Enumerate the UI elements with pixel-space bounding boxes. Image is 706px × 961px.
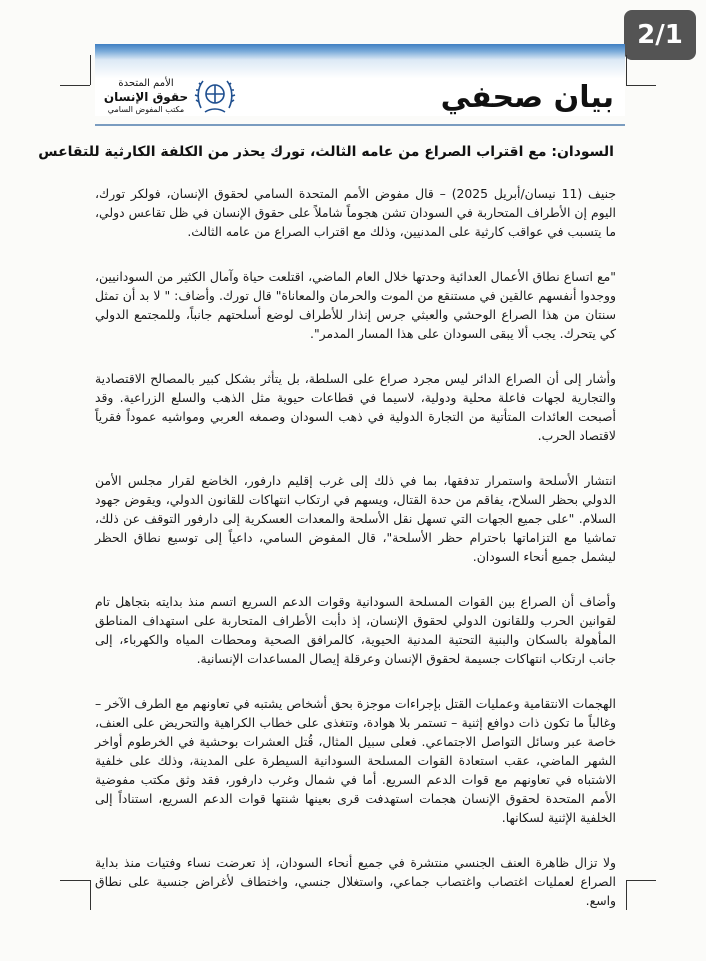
crop-mark	[626, 880, 656, 911]
paragraph: الهجمات الانتقامية وعمليات القتل بإجراءات موجزة بحق أشخاص يشتبه في تعاونهم مع الطرف الآخر – وغالباً ما تكون ذات دوافع إثنية – تستمر بلا هوادة، وتتغذى على خطاب الكراهية والتحريض على العنف، خاصة عبر وسائل التواصل الاجتماعي. فعلى سبيل المثال، قُتل العشرات بوحشية في الخرطوم أواخر الشهر الماضي، عقب استعادة القوات المسلحة السودانية السيطرة على المدينة، وذلك على خلفية الاشتباه في تعاونهم مع قوات الدعم السريع. أما في شمال وغرب دارفور، فقد وثق مكتب مفوضية الأمم المتحدة لحقوق الإنسان هجمات استهدفت قرى بعينها شنتها قوات الدعم السريع، استناداً إلى الخلفية الإثنية لسكانها.	[95, 696, 616, 825]
logo-line-un: الأمم المتحدة	[118, 78, 174, 89]
paragraph: جنيف (11 نيسان/أبريل 2025) – قال مفوض الأمم المتحدة السامي لحقوق الإنسان، فولكر تورك، اليوم إن الأطراف المتحاربة في السودان تشن هجوماً شاملاً على حقوق الإنسان في ظل تقاعس دولي، ما يتسبب في عواقب كارثية على المدنيين، وذلك مع اقتراب الصراع من عامه الثالث.	[95, 186, 616, 239]
header-divider	[95, 124, 625, 126]
press-release-title: بيان صحفي	[440, 80, 614, 115]
article-body	[95, 184, 616, 936]
un-emblem-icon	[193, 74, 237, 118]
ohchr-logo-text	[100, 78, 192, 115]
headline: السودان: مع اقتراب الصراع من عامه الثالث، تورك يحذر من الكلفة الكارثية للتقاعس	[38, 144, 614, 160]
paragraph: انتشار الأسلحة واستمرار تدفقها، بما في ذلك إلى غرب إقليم دارفور، الخاضع لقرار مجلس الأمن الدولي بحظر السلاح، يفاقم من حدة القتال، ويسهم في ارتكاب انتهاكات للقانون الدولي، ويقوض جهود السلام. "على جميع الجهات التي تسهل نقل الأسلحة والمعدات العسكرية إلى دارفور التوقف عن ذلك، تماشيا مع التزاماتها باحترام حظر الأسلحة"، قال المفوض السامي، داعياً إلى توسيع نطاق الحظر ليشمل جميع أنحاء السودان.	[95, 473, 616, 564]
paragraph: ولا تزال ظاهرة العنف الجنسي منتشرة في جميع أنحاء السودان، إذ تعرضت نساء وفتيات منذ بداية الصراع لعمليات اغتصاب واغتصاب جماعي، واستغلال جنسي، واختطاف لأغراض جنسية على نطاق واسع.	[95, 855, 616, 908]
crop-mark	[60, 880, 90, 911]
crop-mark	[60, 55, 90, 86]
paragraph: وأشار إلى أن الصراع الدائر ليس مجرد صراع على السلطة، بل يتأثر بشكل كبير بالمصالح الاقتصادية والتجارية لجهات فاعلة محلية ودولية، لاسيما في قطاعات حيوية مثل الذهب والسلع الزراعية. وقد أصبحت العائدات المتأتية من التجارة الدولية في ذهب السودان وصمغه العربي ومواشيه عموداً فقرياً لاقتصاد الحرب.	[95, 371, 616, 443]
logo-line-human-rights: حقوق الإنسان	[103, 90, 189, 104]
crop-mark	[626, 55, 656, 86]
logo-line-office: مكتب المفوض السامي	[107, 105, 185, 114]
paragraph: "مع اتساع نطاق الأعمال العدائية وحدتها خلال العام الماضي، اقتلعت حياة وآمال الكثير من السودانيين، ووجدوا أنفسهم عالقين في مستنقع من الموت والحرمان والمعاناة" قال تورك. وأضاف: " لا بد أن تمثل سنتان من هذا الصراع الوحشي والعبثي جرس إنذار للأطراف لوضع أسلحتهم جانباً، وللمجتمع الدولي كي يتحرك. يجب ألا يبقى السودان على هذا المسار المدمر".	[95, 269, 616, 341]
page-counter: 2/1	[624, 10, 696, 60]
paragraph: وأضاف أن الصراع بين القوات المسلحة السودانية وقوات الدعم السريع اتسم منذ بدايته بتجاهل تام لقوانين الحرب وللقانون الدولي لحقوق الإنسان، إذ دأبت الأطراف المتحاربة على استهداف المناطق المأهولة بالسكان والبنية التحتية المدنية الحيوية، كالمرافق الصحية ومحطات المياه والكهرباء، إلى جانب ارتكاب انتهاكات جسيمة لحقوق الإنسان وعرقلة إيصال المساعدات الإنسانية.	[95, 594, 616, 666]
